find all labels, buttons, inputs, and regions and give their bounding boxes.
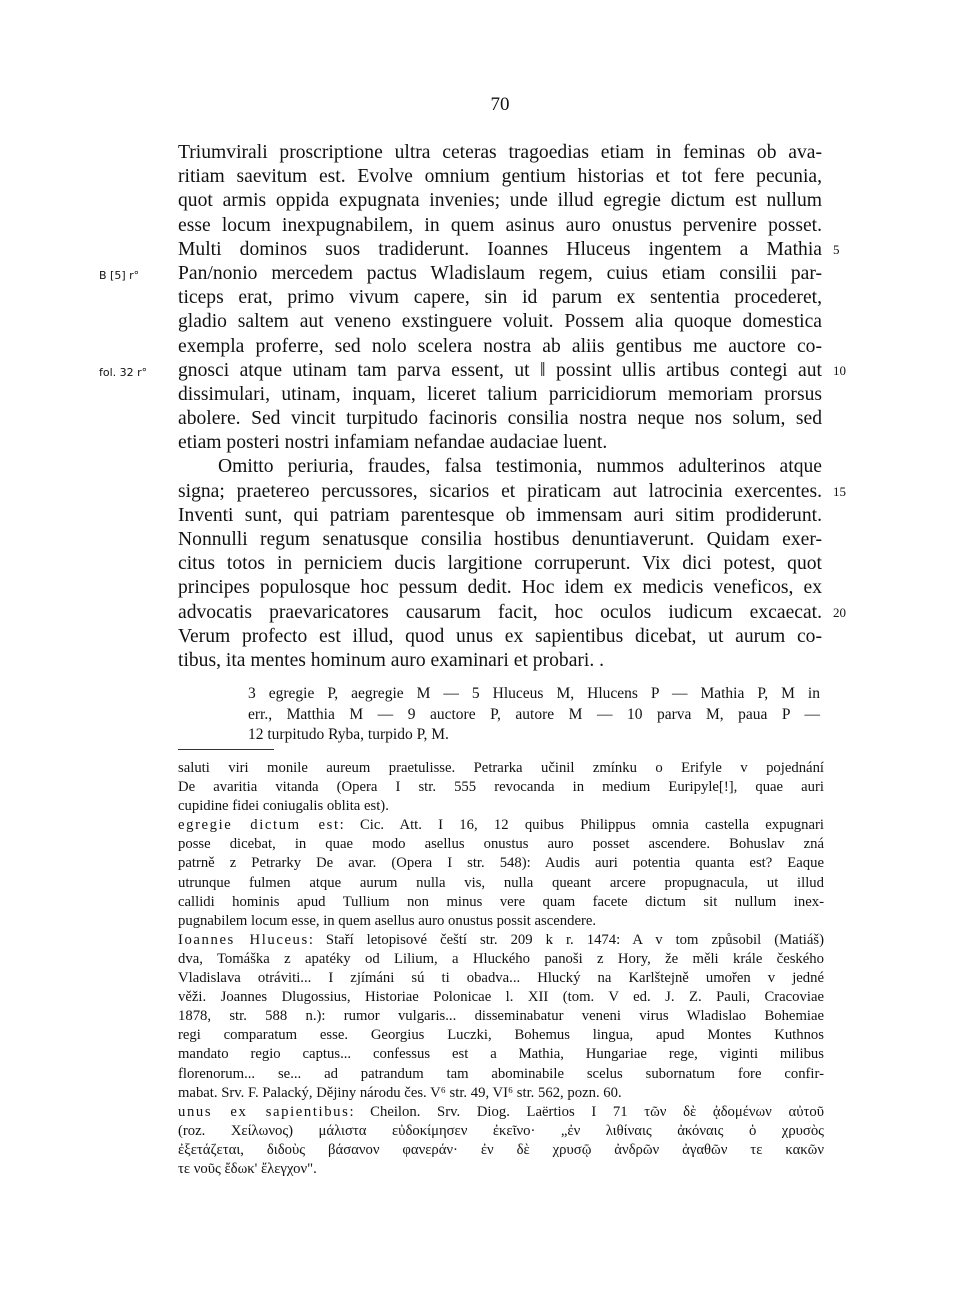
note-line: mabat. Srv. F. Palacký, Dějiny národu čes. V⁶ str. 49, VI⁶ str. 562, pozn. 60. bbox=[178, 1084, 622, 1101]
note-line: τε νοῦς ἔδωκ' ἔλεγχον". bbox=[178, 1160, 317, 1177]
line-number: 5 bbox=[833, 241, 840, 257]
line-text: advocatis praevaricatores causarum facit, hoc oculos iudicum excaecat. bbox=[178, 601, 822, 623]
note-line: mandato regio captus... confessus est a Mathia, Hungariae rege, viginti milibus bbox=[178, 1046, 824, 1063]
line-text: gnosci atque utinam tam parva essent, ut ‖ possint ullis artibus contegi aut bbox=[178, 359, 822, 381]
text-line bbox=[178, 214, 822, 238]
line-text: quot armis oppida expugnata invenies; unde illud egregie dictum est nullum bbox=[178, 190, 822, 212]
line-number: 20 bbox=[833, 604, 846, 620]
note-line: utrunque fulmen atque aurum nulla vis, nulla queant arcere propugnacula, ut illud bbox=[178, 874, 824, 891]
note-line: callidi hominis apud Tullium non minus vere quam facete dictum sit nullum inex- bbox=[178, 893, 824, 910]
line-text: ticeps erat, primo vivum capere, sin id parum ex sententia procederet, bbox=[178, 287, 822, 309]
note-line: cupidine fidei coniugalis oblita est). bbox=[178, 798, 389, 815]
text-line bbox=[178, 552, 822, 576]
note-lemma: unus ex sapientibus bbox=[178, 1103, 350, 1120]
text-line bbox=[178, 480, 846, 504]
text-line bbox=[178, 189, 822, 213]
line-text: Verum profecto est illud, quod unus ex sapientibus dicebat, ut aurum co- bbox=[178, 625, 822, 647]
text-line bbox=[178, 141, 822, 165]
line-text: Inventi sunt, qui patriam parentesque ob immensam auri sitim prodiderunt. bbox=[178, 504, 822, 526]
text-line bbox=[178, 310, 822, 334]
line-text: abolere. Sed vincit turpitudo facinoris consilia nostra neque nos solum, sed bbox=[178, 408, 822, 430]
text-line bbox=[99, 262, 822, 286]
note-line: florenorum... se... ad patrandum tam abominabile scelus subornatum fore confir- bbox=[178, 1065, 824, 1082]
note-line bbox=[178, 931, 824, 950]
folio-marginal-note: fol. 32 r° bbox=[99, 365, 148, 379]
note-line: saluti viri monile aureum praetulisse. Petrarka učinil zmínku o Erifyle v pojednání bbox=[178, 760, 824, 776]
text-line bbox=[178, 576, 822, 600]
critical-apparatus bbox=[248, 684, 820, 746]
line-number: 15 bbox=[833, 483, 846, 499]
text-line bbox=[178, 407, 822, 431]
note-line: věži. Joannes Dlugossius, Historiae Polonicae l. XII (tom. V ed. J. Z. Pauli, Cracoviae bbox=[178, 989, 824, 1006]
page-number: 70 bbox=[490, 94, 510, 115]
note-line: Vladislava otráviti... I zjímáni sú ti obadva... Hlucký na Karlštejně umořen v jedné bbox=[178, 970, 824, 987]
note-line bbox=[178, 1103, 824, 1122]
note-line: 1878, str. 588 n.): rumor vulgaris... disseminabatur veneni virus Wladislao Bohemiae bbox=[178, 1008, 824, 1025]
note-body: : Staří letopisové čeští str. 209 k r. 1474: A v tom způsobil (Matiáš) bbox=[308, 931, 824, 948]
apparatus-line: 12 turpitudo Ryba, turpido P, M. bbox=[248, 726, 449, 743]
text-line bbox=[99, 359, 846, 383]
line-text: signa; praetereo percussores, sicarios et piraticam aut latrocinia exercentes. bbox=[178, 480, 822, 502]
note-body: : Cic. Att. I 16, 12 quibus Philippus omnia castella expugnari bbox=[339, 817, 824, 834]
note-line bbox=[178, 816, 824, 835]
line-text: Multi dominos suos tradiderunt. Ioannes Hluceus ingentem a Mathia bbox=[178, 238, 822, 260]
text-line bbox=[178, 431, 822, 455]
text-line bbox=[178, 649, 822, 673]
line-number: 10 bbox=[833, 362, 846, 378]
line-text: dissimulari, utinam, inquam, liceret talium parricidiorum memoriam prorsus bbox=[178, 383, 822, 405]
text-line bbox=[178, 528, 822, 552]
note-line: dva, Tomáška z apatéky od Lilium, a Hluckého panoši z Hory, že měli krále českého bbox=[178, 950, 824, 967]
line-text: Pan/nonio mercedem pactus Wladislaum regem, cuius etiam consilii par- bbox=[178, 262, 822, 284]
line-text: principes populosque hoc pessum dedit. Hoc idem ex medicis veneficos, ex bbox=[178, 577, 822, 599]
text-line bbox=[178, 383, 822, 407]
text-line bbox=[178, 625, 822, 649]
text-line bbox=[178, 238, 840, 262]
note-line: regi comparatum esse. Georgius Luczki, Bohemus lingua, apud Montes Kuthnos bbox=[178, 1027, 824, 1044]
footnote-divider bbox=[178, 749, 274, 750]
note-line: posse dicebat, in quae modo asellus onustus auro posset ascendere. Bohuslav zná bbox=[178, 836, 824, 853]
line-text: exempla proferre, sed nolo scelera nostra ab aliis gentibus me auctore co- bbox=[178, 335, 822, 357]
text-line bbox=[178, 335, 822, 359]
note-lemma: Ioannes Hluceus bbox=[178, 931, 309, 948]
text-line bbox=[178, 601, 846, 625]
line-text: ritiam saevitum est. Evolve omnium gentium historias et tot fere pecunia, bbox=[178, 166, 822, 188]
note-line: ἐξετάζεται, διδοὺς βάσανον φανεράν· ἐν δὲ χρυσῷ ἀνδρῶν ἀγαθῶν τε κακῶν bbox=[178, 1141, 824, 1158]
line-text: tibus, ita mentes hominum auro examinari et probari. . bbox=[178, 649, 605, 671]
text-line bbox=[178, 165, 822, 189]
line-text: Omitto periuria, fraudes, falsa testimonia, nummos adulterinos atque bbox=[218, 456, 822, 478]
note-line: patrně z Petrarky De avar. (Opera I str. 548): Audis auri potentia quanta est? Eaque bbox=[178, 855, 824, 872]
line-text: etiam posteri nostri infamiam nefandae audaciae luent. bbox=[178, 432, 608, 454]
line-text: Nonnulli regum senatusque consilia hostibus denuntiaverunt. Quidam exer- bbox=[178, 529, 822, 550]
line-text: citus totos in perniciem ducis largitione corruperunt. Vix dici potest, quot bbox=[178, 553, 822, 575]
commentary-notes bbox=[178, 759, 824, 1179]
apparatus-line: 3 egregie P, aegregie M — 5 Hluceus M, Hlucens P — Mathia P, M in bbox=[248, 685, 820, 702]
main-text bbox=[99, 141, 846, 673]
note-line: De avaritia vitanda (Opera I str. 555 revocanda in medium Euripyle[!], quae auri bbox=[178, 779, 824, 796]
note-line: (roz. Χείλωνος) μάλιστα εὐδοκίμησεν ἐκεῖνο· „ἐν λιθίναις ἀκόναις ὁ χρυσὸς bbox=[178, 1122, 824, 1139]
line-text: esse locum inexpugnabilem, in quem asinus auro onustus pervenire posset. bbox=[178, 214, 822, 236]
note-body: : Cheilon. Srv. Diog. Laërtios I 71 τῶν δὲ ᾀδομένων αὐτοῦ bbox=[349, 1103, 824, 1120]
line-text: Triumvirali proscriptione ultra ceteras tragoedias etiam in feminas ob ava- bbox=[178, 142, 822, 163]
folio-marginal-note: B [5] r° bbox=[99, 268, 140, 282]
text-line bbox=[178, 286, 822, 310]
line-text: gladio saltem aut veneno exstinguere voluit. Possem alia quoque domestica bbox=[178, 311, 822, 333]
text-line bbox=[178, 504, 822, 528]
note-line: pugnabilem locum esse, in quem asellus auro onustus possit ascendere. bbox=[178, 912, 597, 929]
text-line bbox=[178, 455, 822, 479]
apparatus-line: err., Matthia M — 9 auctore P, autore M — 10 parva M, paua P — bbox=[248, 705, 820, 723]
note-lemma: egregie dictum est bbox=[178, 817, 340, 834]
